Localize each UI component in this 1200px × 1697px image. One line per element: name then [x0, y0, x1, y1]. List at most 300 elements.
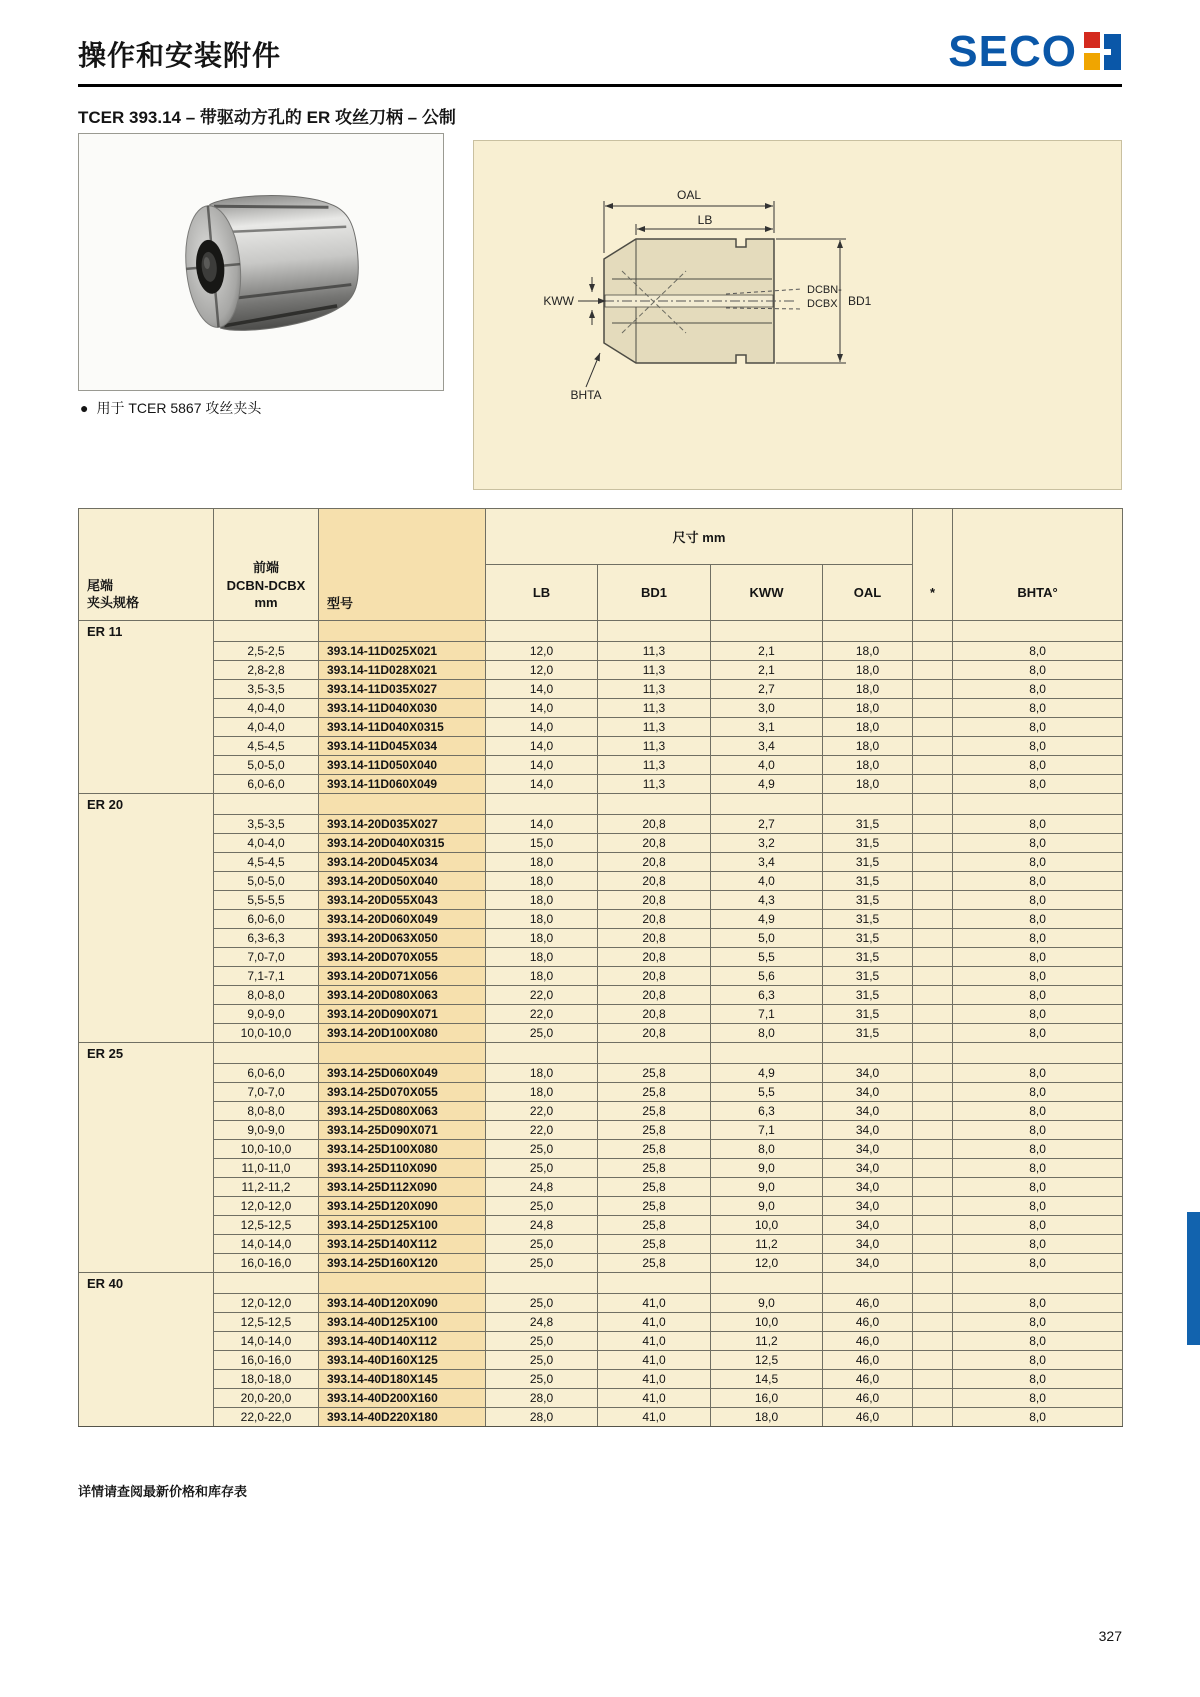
section-label: ER 40 — [79, 1273, 214, 1294]
star-cell — [913, 948, 953, 967]
table-row — [79, 1389, 1123, 1408]
col-header-front-dcbn: 前端 DCBN-DCBX mm — [214, 509, 319, 621]
model-cell: 393.14-40D140X112 — [319, 1332, 486, 1351]
model-cell: 393.14-20D063X050 — [319, 929, 486, 948]
star-cell — [913, 1332, 953, 1351]
oal-cell: 34,0 — [823, 1254, 913, 1273]
bhta-cell: 8,0 — [953, 1254, 1123, 1273]
kww-cell: 4,9 — [711, 1064, 823, 1083]
lb-cell: 18,0 — [486, 891, 598, 910]
oal-cell: 46,0 — [823, 1332, 913, 1351]
bd1-cell: 25,8 — [598, 1140, 711, 1159]
dim-label-kww: KWW — [543, 294, 574, 308]
bhta-cell: 8,0 — [953, 1102, 1123, 1121]
lb-cell: 24,8 — [486, 1313, 598, 1332]
oal-cell: 18,0 — [823, 737, 913, 756]
bd1-cell: 20,8 — [598, 948, 711, 967]
front-range-cell: 2,8-2,8 — [214, 661, 319, 680]
front-range-cell: 2,5-2,5 — [214, 642, 319, 661]
table-row — [79, 1024, 1123, 1043]
model-cell: 393.14-11D040X0315 — [319, 718, 486, 737]
bd1-cell: 11,3 — [598, 642, 711, 661]
front-range-cell: 10,0-10,0 — [214, 1024, 319, 1043]
front-range-cell: 5,5-5,5 — [214, 891, 319, 910]
kww-cell: 2,7 — [711, 680, 823, 699]
model-cell: 393.14-20D090X071 — [319, 1005, 486, 1024]
star-cell — [913, 1294, 953, 1313]
bhta-cell: 8,0 — [953, 1216, 1123, 1235]
bhta-cell: 8,0 — [953, 948, 1123, 967]
bd1-cell: 11,3 — [598, 775, 711, 794]
bd1-cell: 11,3 — [598, 661, 711, 680]
kww-cell: 5,5 — [711, 1083, 823, 1102]
table-row — [79, 986, 1123, 1005]
model-cell: 393.14-25D110X090 — [319, 1159, 486, 1178]
table-row — [79, 775, 1123, 794]
oal-cell: 18,0 — [823, 756, 913, 775]
bhta-cell: 8,0 — [953, 967, 1123, 986]
table-row — [79, 737, 1123, 756]
oal-cell: 31,5 — [823, 967, 913, 986]
col-group-size-mm: 尺寸 mm — [486, 509, 913, 565]
bhta-cell: 8,0 — [953, 737, 1123, 756]
model-cell: 393.14-40D200X160 — [319, 1389, 486, 1408]
front-range-cell: 7,0-7,0 — [214, 1083, 319, 1102]
bhta-cell: 8,0 — [953, 1121, 1123, 1140]
bd1-cell: 25,8 — [598, 1159, 711, 1178]
star-cell — [913, 1351, 953, 1370]
kww-cell: 10,0 — [711, 1313, 823, 1332]
table-row — [79, 872, 1123, 891]
oal-cell: 31,5 — [823, 834, 913, 853]
model-cell: 393.14-20D060X049 — [319, 910, 486, 929]
bd1-cell: 20,8 — [598, 834, 711, 853]
kww-cell: 4,9 — [711, 910, 823, 929]
lb-cell: 25,0 — [486, 1254, 598, 1273]
kww-cell: 16,0 — [711, 1389, 823, 1408]
lb-cell: 25,0 — [486, 1235, 598, 1254]
kww-cell: 11,2 — [711, 1235, 823, 1254]
dim-label-dcbn: DCBN- — [807, 284, 842, 296]
front-range-cell: 4,5-4,5 — [214, 737, 319, 756]
spec-table-body — [79, 621, 1123, 1427]
bd1-cell: 20,8 — [598, 929, 711, 948]
dim-label-oal: OAL — [676, 188, 702, 202]
oal-cell: 34,0 — [823, 1159, 913, 1178]
star-cell — [913, 872, 953, 891]
bd1-cell: 20,8 — [598, 986, 711, 1005]
table-row — [79, 853, 1123, 872]
star-cell — [913, 1313, 953, 1332]
star-cell — [913, 910, 953, 929]
lb-cell: 14,0 — [486, 737, 598, 756]
bd1-cell: 41,0 — [598, 1332, 711, 1351]
oal-cell: 34,0 — [823, 1102, 913, 1121]
lb-cell: 22,0 — [486, 1102, 598, 1121]
bd1-cell: 11,3 — [598, 680, 711, 699]
model-cell: 393.14-11D060X049 — [319, 775, 486, 794]
model-cell: 393.14-20D100X080 — [319, 1024, 486, 1043]
bd1-cell: 41,0 — [598, 1313, 711, 1332]
page-header-title: 操作和安装附件 — [78, 40, 282, 71]
front-range-cell: 11,2-11,2 — [214, 1178, 319, 1197]
star-cell — [913, 986, 953, 1005]
model-cell: 393.14-25D120X090 — [319, 1197, 486, 1216]
kww-cell: 3,0 — [711, 699, 823, 718]
star-cell — [913, 1389, 953, 1408]
bhta-cell: 8,0 — [953, 910, 1123, 929]
lb-cell: 28,0 — [486, 1408, 598, 1427]
lb-cell: 18,0 — [486, 910, 598, 929]
kww-cell: 7,1 — [711, 1005, 823, 1024]
oal-cell: 34,0 — [823, 1140, 913, 1159]
oal-cell: 46,0 — [823, 1389, 913, 1408]
table-row — [79, 1351, 1123, 1370]
star-cell — [913, 642, 953, 661]
front-range-cell: 6,0-6,0 — [214, 910, 319, 929]
star-cell — [913, 1064, 953, 1083]
bd1-cell: 41,0 — [598, 1370, 711, 1389]
table-row — [79, 834, 1123, 853]
star-cell — [913, 1370, 953, 1389]
front-range-cell: 8,0-8,0 — [214, 986, 319, 1005]
star-cell — [913, 1024, 953, 1043]
star-cell — [913, 718, 953, 737]
bd1-cell: 41,0 — [598, 1351, 711, 1370]
star-cell — [913, 815, 953, 834]
table-row — [79, 718, 1123, 737]
bd1-cell: 25,8 — [598, 1216, 711, 1235]
bhta-cell: 8,0 — [953, 1005, 1123, 1024]
model-cell: 393.14-20D070X055 — [319, 948, 486, 967]
seco-logo-icon — [1084, 32, 1122, 72]
bd1-cell: 41,0 — [598, 1408, 711, 1427]
bhta-cell: 8,0 — [953, 853, 1123, 872]
model-cell: 393.14-25D090X071 — [319, 1121, 486, 1140]
star-cell — [913, 680, 953, 699]
model-cell: 393.14-40D180X145 — [319, 1370, 486, 1389]
kww-cell: 8,0 — [711, 1140, 823, 1159]
lb-cell: 25,0 — [486, 1370, 598, 1389]
bhta-cell: 8,0 — [953, 1140, 1123, 1159]
kww-cell: 2,1 — [711, 661, 823, 680]
front-range-cell: 4,5-4,5 — [214, 853, 319, 872]
lb-cell: 14,0 — [486, 815, 598, 834]
kww-cell: 5,5 — [711, 948, 823, 967]
table-row — [79, 1235, 1123, 1254]
lb-cell: 14,0 — [486, 718, 598, 737]
bhta-cell: 8,0 — [953, 986, 1123, 1005]
front-range-cell: 11,0-11,0 — [214, 1159, 319, 1178]
table-row — [79, 1121, 1123, 1140]
lb-cell: 18,0 — [486, 853, 598, 872]
table-row — [79, 815, 1123, 834]
lb-cell: 18,0 — [486, 929, 598, 948]
model-cell: 393.14-25D080X063 — [319, 1102, 486, 1121]
front-range-cell: 22,0-22,0 — [214, 1408, 319, 1427]
bhta-cell: 8,0 — [953, 1064, 1123, 1083]
model-cell: 393.14-20D035X027 — [319, 815, 486, 834]
col-header-star: * — [913, 509, 953, 621]
kww-cell: 9,0 — [711, 1294, 823, 1313]
bhta-cell: 8,0 — [953, 929, 1123, 948]
oal-cell: 18,0 — [823, 680, 913, 699]
kww-cell: 2,7 — [711, 815, 823, 834]
bd1-cell: 25,8 — [598, 1197, 711, 1216]
bhta-cell: 8,0 — [953, 718, 1123, 737]
front-range-cell: 14,0-14,0 — [214, 1332, 319, 1351]
table-row — [79, 642, 1123, 661]
oal-cell: 31,5 — [823, 910, 913, 929]
bd1-cell: 25,8 — [598, 1102, 711, 1121]
lb-cell: 24,8 — [486, 1216, 598, 1235]
star-cell — [913, 1140, 953, 1159]
table-row — [79, 1064, 1123, 1083]
kww-cell: 14,5 — [711, 1370, 823, 1389]
table-row — [79, 1159, 1123, 1178]
col-header-bd1: BD1 — [598, 565, 711, 621]
star-cell — [913, 1102, 953, 1121]
table-row — [79, 699, 1123, 718]
kww-cell: 12,0 — [711, 1254, 823, 1273]
lb-cell: 25,0 — [486, 1294, 598, 1313]
model-cell: 393.14-40D120X090 — [319, 1294, 486, 1313]
oal-cell: 31,5 — [823, 853, 913, 872]
table-row — [79, 1332, 1123, 1351]
lb-cell: 22,0 — [486, 1005, 598, 1024]
section-label: ER 25 — [79, 1043, 214, 1064]
dim-label-dcbx: DCBX — [807, 298, 838, 310]
bhta-cell: 8,0 — [953, 1389, 1123, 1408]
section-row — [79, 1043, 1123, 1064]
seco-logo — [948, 27, 1122, 76]
oal-cell: 31,5 — [823, 929, 913, 948]
col-header-lb: LB — [486, 565, 598, 621]
kww-cell: 10,0 — [711, 1216, 823, 1235]
front-range-cell: 3,5-3,5 — [214, 815, 319, 834]
front-range-cell: 5,0-5,0 — [214, 872, 319, 891]
bd1-cell: 25,8 — [598, 1235, 711, 1254]
model-cell: 393.14-20D055X043 — [319, 891, 486, 910]
front-range-cell: 20,0-20,0 — [214, 1389, 319, 1408]
oal-cell: 31,5 — [823, 948, 913, 967]
lb-cell: 18,0 — [486, 948, 598, 967]
table-row — [79, 661, 1123, 680]
lb-cell: 22,0 — [486, 1121, 598, 1140]
table-row — [79, 1216, 1123, 1235]
seco-logo-text: SECO — [948, 27, 1077, 76]
lb-cell: 25,0 — [486, 1197, 598, 1216]
col-header-bhta: BHTA° — [953, 509, 1123, 621]
kww-cell: 2,1 — [711, 642, 823, 661]
col-header-kww: KWW — [711, 565, 823, 621]
oal-cell: 18,0 — [823, 642, 913, 661]
bhta-cell: 8,0 — [953, 756, 1123, 775]
lb-cell: 12,0 — [486, 642, 598, 661]
oal-cell: 46,0 — [823, 1294, 913, 1313]
star-cell — [913, 1216, 953, 1235]
kww-cell: 12,5 — [711, 1351, 823, 1370]
model-cell: 393.14-25D160X120 — [319, 1254, 486, 1273]
model-cell: 393.14-25D070X055 — [319, 1083, 486, 1102]
kww-cell: 3,4 — [711, 853, 823, 872]
bhta-cell: 8,0 — [953, 1294, 1123, 1313]
table-row — [79, 1294, 1123, 1313]
product-photo — [78, 133, 444, 391]
model-cell: 393.14-20D071X056 — [319, 967, 486, 986]
bd1-cell: 20,8 — [598, 967, 711, 986]
model-cell: 393.14-20D040X0315 — [319, 834, 486, 853]
front-range-cell: 12,0-12,0 — [214, 1294, 319, 1313]
bd1-cell: 25,8 — [598, 1254, 711, 1273]
table-row — [79, 1254, 1123, 1273]
page-edge-tab — [1187, 1212, 1200, 1345]
kww-cell: 6,3 — [711, 1102, 823, 1121]
model-cell: 393.14-11D028X021 — [319, 661, 486, 680]
star-cell — [913, 1197, 953, 1216]
technical-diagram — [473, 140, 1122, 490]
front-range-cell: 12,5-12,5 — [214, 1216, 319, 1235]
model-cell: 393.14-25D140X112 — [319, 1235, 486, 1254]
lb-cell: 25,0 — [486, 1332, 598, 1351]
bhta-cell: 8,0 — [953, 872, 1123, 891]
lb-cell: 14,0 — [486, 699, 598, 718]
model-cell: 393.14-20D080X063 — [319, 986, 486, 1005]
kww-cell: 11,2 — [711, 1332, 823, 1351]
star-cell — [913, 699, 953, 718]
bd1-cell: 11,3 — [598, 699, 711, 718]
lb-cell: 25,0 — [486, 1024, 598, 1043]
model-cell: 393.14-25D060X049 — [319, 1064, 486, 1083]
lb-cell: 25,0 — [486, 1159, 598, 1178]
bhta-cell: 8,0 — [953, 1370, 1123, 1389]
oal-cell: 34,0 — [823, 1178, 913, 1197]
dim-label-bhta: BHTA — [570, 388, 602, 402]
oal-cell: 34,0 — [823, 1216, 913, 1235]
table-row — [79, 1408, 1123, 1427]
front-range-cell: 12,0-12,0 — [214, 1197, 319, 1216]
oal-cell: 31,5 — [823, 815, 913, 834]
oal-cell: 34,0 — [823, 1197, 913, 1216]
bd1-cell: 25,8 — [598, 1083, 711, 1102]
bd1-cell: 20,8 — [598, 1024, 711, 1043]
bhta-cell: 8,0 — [953, 1332, 1123, 1351]
bullet-icon: ● — [80, 400, 89, 416]
model-cell: 393.14-20D050X040 — [319, 872, 486, 891]
kww-cell: 7,1 — [711, 1121, 823, 1140]
oal-cell: 46,0 — [823, 1408, 913, 1427]
front-range-cell: 12,5-12,5 — [214, 1313, 319, 1332]
star-cell — [913, 775, 953, 794]
bhta-cell: 8,0 — [953, 891, 1123, 910]
bhta-cell: 8,0 — [953, 1235, 1123, 1254]
star-cell — [913, 1254, 953, 1273]
front-range-cell: 7,0-7,0 — [214, 948, 319, 967]
table-row — [79, 1083, 1123, 1102]
lb-cell: 12,0 — [486, 661, 598, 680]
front-range-cell: 4,0-4,0 — [214, 699, 319, 718]
bd1-cell: 20,8 — [598, 872, 711, 891]
table-row — [79, 1178, 1123, 1197]
oal-cell: 34,0 — [823, 1064, 913, 1083]
lb-cell: 14,0 — [486, 775, 598, 794]
front-range-cell: 9,0-9,0 — [214, 1005, 319, 1024]
bhta-cell: 8,0 — [953, 1351, 1123, 1370]
model-cell: 393.14-25D100X080 — [319, 1140, 486, 1159]
kww-cell: 5,0 — [711, 929, 823, 948]
oal-cell: 31,5 — [823, 1005, 913, 1024]
model-cell: 393.14-40D220X180 — [319, 1408, 486, 1427]
bhta-cell: 8,0 — [953, 1083, 1123, 1102]
oal-cell: 18,0 — [823, 718, 913, 737]
spec-table-wrap — [78, 508, 1122, 1427]
model-cell: 393.14-40D160X125 — [319, 1351, 486, 1370]
kww-cell: 9,0 — [711, 1178, 823, 1197]
bd1-cell: 20,8 — [598, 815, 711, 834]
front-range-cell: 4,0-4,0 — [214, 834, 319, 853]
kww-cell: 9,0 — [711, 1197, 823, 1216]
table-row — [79, 1102, 1123, 1121]
lb-cell: 28,0 — [486, 1389, 598, 1408]
front-range-cell: 14,0-14,0 — [214, 1235, 319, 1254]
product-section-title: TCER 393.14 – 带驱动方孔的 ER 攻丝刀柄 – 公制 — [78, 108, 456, 127]
lb-cell: 25,0 — [486, 1351, 598, 1370]
star-cell — [913, 853, 953, 872]
model-cell: 393.14-25D125X100 — [319, 1216, 486, 1235]
star-cell — [913, 1121, 953, 1140]
lb-cell: 18,0 — [486, 967, 598, 986]
bd1-cell: 11,3 — [598, 756, 711, 775]
front-range-cell: 5,0-5,0 — [214, 756, 319, 775]
kww-cell: 3,1 — [711, 718, 823, 737]
bd1-cell: 41,0 — [598, 1294, 711, 1313]
section-row — [79, 794, 1123, 815]
bd1-cell: 20,8 — [598, 891, 711, 910]
bhta-cell: 8,0 — [953, 815, 1123, 834]
front-range-cell: 16,0-16,0 — [214, 1351, 319, 1370]
front-range-cell: 10,0-10,0 — [214, 1140, 319, 1159]
oal-cell: 46,0 — [823, 1370, 913, 1389]
lb-cell: 25,0 — [486, 1140, 598, 1159]
front-range-cell: 4,0-4,0 — [214, 718, 319, 737]
kww-cell: 4,0 — [711, 756, 823, 775]
front-range-cell: 8,0-8,0 — [214, 1102, 319, 1121]
table-row — [79, 1313, 1123, 1332]
spec-table — [78, 508, 1123, 1427]
table-row — [79, 1140, 1123, 1159]
oal-cell: 34,0 — [823, 1083, 913, 1102]
model-cell: 393.14-40D125X100 — [319, 1313, 486, 1332]
kww-cell: 6,3 — [711, 986, 823, 1005]
bhta-cell: 8,0 — [953, 642, 1123, 661]
model-cell: 393.14-11D035X027 — [319, 680, 486, 699]
bd1-cell: 20,8 — [598, 853, 711, 872]
table-row — [79, 929, 1123, 948]
front-range-cell: 3,5-3,5 — [214, 680, 319, 699]
col-header-tail-spec: 尾端 夹头规格 — [79, 509, 214, 621]
section-label: ER 11 — [79, 621, 214, 642]
star-cell — [913, 1408, 953, 1427]
section-label: ER 20 — [79, 794, 214, 815]
oal-cell: 34,0 — [823, 1121, 913, 1140]
table-row — [79, 1197, 1123, 1216]
table-row — [79, 1370, 1123, 1389]
oal-cell: 46,0 — [823, 1313, 913, 1332]
front-range-cell: 16,0-16,0 — [214, 1254, 319, 1273]
kww-cell: 3,2 — [711, 834, 823, 853]
star-cell — [913, 756, 953, 775]
bd1-cell: 25,8 — [598, 1064, 711, 1083]
